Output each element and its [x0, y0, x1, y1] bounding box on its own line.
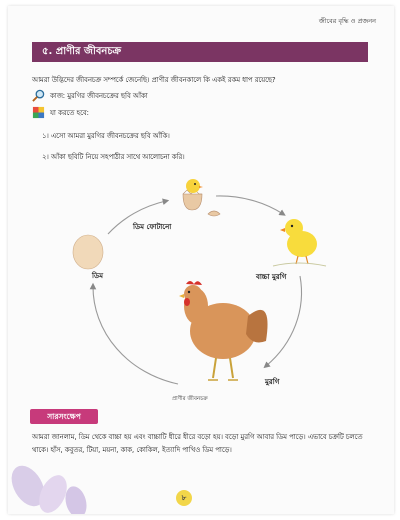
textbook-page: [8, 6, 394, 514]
egg-illustration: [73, 235, 103, 269]
todo-row: [32, 106, 89, 119]
leaf-decoration: [8, 456, 98, 514]
task-row: [32, 89, 148, 102]
page-number-badge: ৮: [176, 490, 192, 506]
label-chick: বাচ্চা মুরগি: [256, 273, 287, 281]
summary-tag: সারসংক্ষেপ: [30, 409, 98, 424]
hatching-egg-illustration: [183, 179, 220, 216]
diagram-caption: প্রাণীর জীবনচক্র: [172, 396, 208, 402]
magnifier-icon: [32, 89, 45, 102]
hen-illustration: [179, 281, 268, 380]
step-item: ১। এসো আমরা মুরগির জীবনচক্রের ছবি আঁকি।: [42, 132, 170, 140]
summary-text: আমরা জানলাম, ডিম থেকে বাচ্চা হয় এবং বাচ্চাটি ধীরে ধীরে বড়ো হয়। বড়ো মুরগি আবার ডিম পাড়ে। এভাবে চক্রটি চলতে থাকে। হাঁস, কবুতর, টিয়া, ময়না, কাক, কোকিল, ইত্যাদি পাখিও ডিম পাড়ে।: [32, 433, 363, 454]
blocks-icon: [32, 106, 45, 119]
section-title: ৫. প্রাণীর জীবনচক্র: [32, 42, 368, 62]
step-item: ২। আঁকা ছবিটি নিয়ে সহপাঠীর সাথে আলোচনা করি।: [42, 153, 185, 161]
label-egg: ডিম: [92, 272, 104, 280]
life-cycle-figure: [68, 166, 338, 401]
chick-illustration: [273, 219, 326, 266]
running-head: জীবের বৃদ্ধি ও প্রজনন: [318, 17, 376, 25]
task-label: কাজ: মুরগির জীবনচক্রের ছবি আঁকা: [50, 91, 148, 100]
label-hen: মুরগি: [265, 378, 280, 386]
todo-label: যা করতে হবে:: [50, 108, 89, 117]
label-hatching: ডিম ফোটানো: [133, 223, 172, 231]
intro-text: আমরা উদ্ভিদের জীবনচক্র সম্পর্কে জেনেছি। প্রাণীর জীবনকালে কি একই রকম ধাপ রয়েছে?: [32, 76, 276, 84]
life-cycle-diagram: [68, 166, 338, 401]
